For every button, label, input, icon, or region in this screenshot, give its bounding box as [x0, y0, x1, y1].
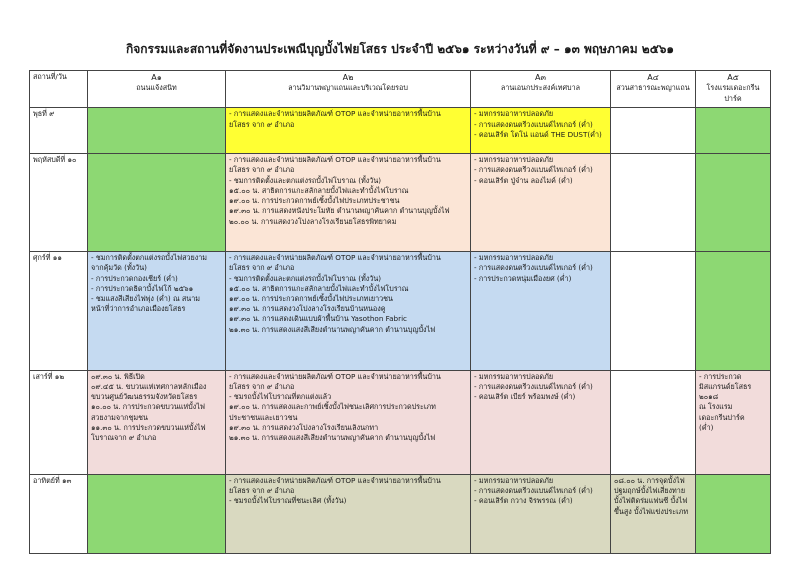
- event-line: ยโสธร จาก ๙ อำเภอ: [229, 486, 295, 496]
- event-line: ๒๑.๓๐ น. การแสดงแสงสีเสียงตำนานพญาคันคาก ตำนานบุญบั้งไฟ: [229, 324, 436, 334]
- venue-cell-a5: [696, 252, 771, 371]
- schedule-table: [29, 70, 771, 554]
- event-line: ๑๑.๓๐ น. การประกวดขบวนแห่บั้งไฟ: [91, 422, 206, 432]
- event-line: - การประกวดธิดาบั้งไฟโก้ ๒๕๖๑: [91, 283, 194, 293]
- venue-cell-a2: [226, 370, 471, 474]
- event-line: ๒๐๑๘: [699, 392, 719, 402]
- event-line: สวยงามจากชุมชน: [91, 412, 148, 422]
- event-line: - มหกรรมอาหารปลอดภัย: [474, 253, 554, 263]
- event-line: ๑๙.๓๐ น. การแสดงวงโปงลางโรงเรียนเลิงนกทา: [229, 422, 379, 432]
- venue-cell-a1: [88, 370, 226, 474]
- venue-cell-a5: [696, 474, 771, 553]
- event-line: (ค่ำ): [699, 422, 714, 432]
- venue-cell-a5: [696, 154, 771, 252]
- column-code: A๔: [647, 73, 659, 82]
- venue-cell-a3: [471, 474, 611, 553]
- event-line: - คอนเสิร์ต โตโน่ แอนด์ THE DUST(ค่ำ): [474, 129, 602, 139]
- venue-cell-a2: [226, 154, 471, 252]
- corner-header: สถานที่/วัน: [30, 71, 88, 108]
- event-line: ยโสธร จาก ๙ อำเภอ: [229, 263, 295, 273]
- event-line: - การแสดงดนตรีวงแบนด์ไทเกอร์ (ค่ำ): [474, 119, 593, 129]
- venue-cell-a3: [471, 154, 611, 252]
- event-line: ยโสธร จาก ๙ อำเภอ: [229, 381, 295, 391]
- day-cell: อาทิตย์ที่ ๑๓: [30, 474, 88, 553]
- event-line: จากคุ้มวัด (ทั้งวัน): [91, 263, 147, 273]
- table-row: [30, 474, 771, 553]
- column-code: A๕: [727, 73, 739, 82]
- event-line: หน้าที่ว่าการอำเภอเมืองยโสธร: [91, 304, 186, 314]
- table-row: [30, 108, 771, 154]
- event-line: ๒๑.๓๐ น. การแสดงแสงสีเสียงตำนานพญาคันคาก ตำนานบุญบั้งไฟ: [229, 433, 436, 443]
- column-header-a4: [611, 71, 696, 108]
- venue-cell-a1: [88, 154, 226, 252]
- venue-cell-a2: [226, 474, 471, 553]
- event-line: - คอนเสิร์ต ปู่จ๋าน ลองไมค์ (ค่ำ): [474, 175, 573, 185]
- event-line: - การแสดงดนตรีวงแบนด์ไทเกอร์ (ค่ำ): [474, 486, 593, 496]
- venue-cell-a3: [471, 252, 611, 371]
- event-line: เดอะกรีนปาร์ค: [699, 412, 745, 422]
- event-line: ๑๙.๐๐ น. การแสดงและกาพย์เซิ้งบั้งไฟชนะเลิศการประกวดประเภท: [229, 402, 436, 412]
- event-line: - การแสดงและจำหน่ายผลิตภัณฑ์ OTOP และจำหน่ายอาหารพื้นบ้าน: [229, 475, 441, 485]
- event-line: - การประกวด: [699, 371, 742, 381]
- venue-cell-a5: [696, 370, 771, 474]
- event-line: ๑๙.๐๐ น. การประกวดกาพย์เซิ้งบั้งไฟประเภทเยาวชน: [229, 293, 393, 303]
- venue-cell-a4: [611, 370, 696, 474]
- day-cell: เสาร์ที่ ๑๒: [30, 370, 88, 474]
- column-code: A๓: [535, 73, 546, 82]
- event-line: - ชมการติดตั้งและตกแต่งรถบั้งไฟโบราณ (ทั้งวัน): [229, 273, 382, 283]
- venue-cell-a4: [611, 474, 696, 553]
- event-line: - ชมรถบั้งไฟโบราณที่ตกแต่งแล้ว: [229, 392, 332, 402]
- event-line: ๐๙.๓๐ น. พิธีเปิด: [91, 371, 145, 381]
- column-name: ถนนแจ้งสนิท: [136, 83, 177, 93]
- table-row: [30, 154, 771, 252]
- event-line: ๑๙.๓๐ น. การแสดงวงโปงลางโรงเรียนบ้านหนองคู: [229, 304, 386, 314]
- event-line: ๒๐.๐๐ น. การแสดงวงโปงลางโรงเรียนยโสธรพิทยาคม: [229, 216, 397, 226]
- header-row: [30, 71, 771, 108]
- document-title: กิจกรรมและสถานที่จัดงานประเพณีบุญบั้งไฟยโสธร ประจำปี ๒๕๖๑ ระหว่างวันที่ ๙ – ๑๓ พฤษภาคม ๒๕๖๑: [125, 42, 675, 56]
- event-line: ๐๙.๔๕ น. ขบวนแห่เทศกาลหลักเมือง: [91, 381, 207, 391]
- event-line: - ชมแสงสีเสียงไฟพุ่ง (ค่ำ) ณ สนาม: [91, 293, 200, 303]
- event-line: - การแสดงดนตรีวงแบนด์ไทเกอร์ (ค่ำ): [474, 165, 593, 175]
- event-line: ๑๙.๐๐ น. การประกวดกาพย์เซิ้งบั้งไฟประเภทประชาชน: [229, 196, 400, 206]
- venue-cell-a5: [696, 108, 771, 154]
- event-line: - ชมรถบั้งไฟโบราณที่ชนะเลิศ (ทั้งวัน): [229, 496, 347, 506]
- venue-cell-a1: [88, 474, 226, 553]
- column-name: ลานเอนกประสงค์เทศบาล: [500, 83, 581, 93]
- day-cell: ศุกร์ที่ ๑๑: [30, 252, 88, 371]
- event-line: บั้งไฟติดร่มแฟนซี บั้งไฟ: [614, 496, 688, 506]
- event-line: - การประกวดกองเชียร์ (ค่ำ): [91, 273, 178, 283]
- event-line: - การแสดงและจำหน่ายผลิตภัณฑ์ OTOP และจำหน่ายอาหารพื้นบ้าน: [229, 155, 441, 165]
- column-name: ลานวิมานพญาแถนและบริเวณโดยรอบ: [288, 83, 408, 93]
- column-header-a1: [88, 71, 226, 108]
- column-name: โรงแรมเดอะกรีนปาร์ค: [706, 83, 760, 103]
- event-line: ๑๐.๐๐ น. การประกวดขบวนแห่บั้งไฟ: [91, 402, 205, 412]
- event-line: ๑๙.๓๐ น. การแสดงเดินแบบผ้าพื้นบ้าน Yasothon Fabric: [229, 314, 408, 324]
- venue-cell-a3: [471, 108, 611, 154]
- event-line: - การแสดงและจำหน่ายผลิตภัณฑ์ OTOP และจำหน่ายอาหารพื้นบ้าน: [229, 109, 441, 119]
- column-code: A๒: [342, 73, 354, 82]
- event-line: - มหกรรมอาหารปลอดภัย: [474, 155, 554, 165]
- venue-cell-a4: [611, 154, 696, 252]
- event-line: ยโสธร จาก ๙ อำเภอ: [229, 165, 295, 175]
- venue-cell-a3: [471, 370, 611, 474]
- event-line: - ชมการติดตั้งและตกแต่งรถบั้งไฟโบราณ (ทั้งวัน): [229, 175, 382, 185]
- event-line: - มหกรรมอาหารปลอดภัย: [474, 475, 554, 485]
- column-code: A๑: [151, 73, 162, 82]
- event-line: - มหกรรมอาหารปลอดภัย: [474, 109, 554, 119]
- event-line: ประชาชนและเยาวชน: [229, 412, 298, 422]
- event-line: - คอนเสิร์ต เบียร์ พร้อมพงษ์ (ค่ำ): [474, 392, 576, 402]
- day-cell: พุธที่ ๙: [30, 108, 88, 154]
- table-row: [30, 252, 771, 371]
- event-line: มิสแกรนด์ยโสธร: [699, 381, 752, 391]
- day-cell: พฤหัสบดีที่ ๑๐: [30, 154, 88, 252]
- column-header-a2: [226, 71, 471, 108]
- event-line: ๑๙.๓๐ น. การแสดงหนังประโมทัย ตำนานพญาคันคาก ตำนานบุญบั้งไฟ: [229, 206, 450, 216]
- venue-cell-a2: [226, 108, 471, 154]
- event-line: ณ โรงแรม: [699, 402, 733, 412]
- venue-cell-a1: [88, 252, 226, 371]
- event-line: ๐๘.๐๐ น. การจุดบั้งไฟ: [614, 475, 685, 485]
- venue-cell-a2: [226, 252, 471, 371]
- event-line: - การแสดงดนตรีวงแบนด์ไทเกอร์ (ค่ำ): [474, 381, 593, 391]
- table-row: [30, 370, 771, 474]
- event-line: - ชมการติดตั้งตกแต่งรถบั้งไฟสวยงาม: [91, 253, 207, 263]
- event-line: - มหกรรมอาหารปลอดภัย: [474, 371, 554, 381]
- event-line: - การแสดงดนตรีวงแบนด์ไทเกอร์ (ค่ำ): [474, 263, 593, 273]
- event-line: ๑๕.๐๐ น. สาธิตการแกะสลักลายบั้งไฟและทำบั้งไฟโบราณ: [229, 283, 409, 293]
- venue-cell-a4: [611, 252, 696, 371]
- event-line: - การแสดงและจำหน่ายผลิตภัณฑ์ OTOP และจำหน่ายอาหารพื้นบ้าน: [229, 371, 441, 381]
- event-line: โบราณจาก ๙ อำเภอ: [91, 433, 157, 443]
- column-header-a3: [471, 71, 611, 108]
- venue-cell-a1: [88, 108, 226, 154]
- event-line: ยโสธร จาก ๙ อำเภอ: [229, 119, 295, 129]
- event-line: ปฐมฤกษ์บั้งไฟเสี่ยงทาย: [614, 486, 686, 496]
- venue-cell-a4: [611, 108, 696, 154]
- column-name: สวนสาธารณะพญาแถน: [616, 83, 690, 93]
- event-line: - คอนเสิร์ต กวาง จิรพรรณ (ค่ำ): [474, 496, 573, 506]
- event-line: - การแสดงและจำหน่ายผลิตภัณฑ์ OTOP และจำหน่ายอาหารพื้นบ้าน: [229, 253, 441, 263]
- event-line: ขบวนศูนย์วัฒนธรรมจังหวัดยโสธร: [91, 392, 198, 402]
- event-line: ๑๕.๐๐ น. สาธิตการแกะสลักลายบั้งไฟและทำบั้งไฟโบราณ: [229, 185, 409, 195]
- event-line: - การประกวดหนุ่มเมืองยศ (ค่ำ): [474, 273, 572, 283]
- event-line: ขึ้นสูง บั้งไฟแข่งประเภท: [614, 506, 689, 516]
- column-header-a5: [696, 71, 771, 108]
